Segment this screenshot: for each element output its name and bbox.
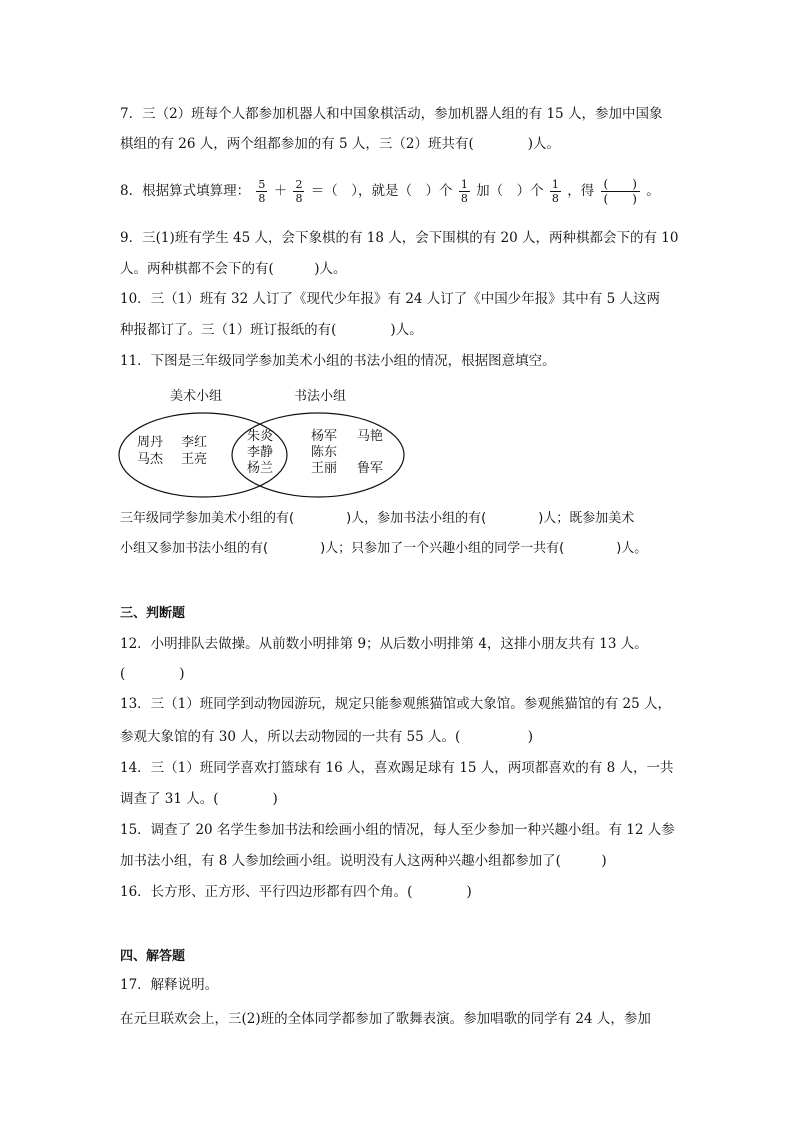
venn-name: 马杰 <box>137 452 164 467</box>
question-17-line-2: 在元旦联欢会上，三(2)班的全体同学都参加了歌舞表演。参加唱歌的同学有 24 人，参加 <box>120 1011 651 1027</box>
venn-name: 杨兰 <box>247 461 274 476</box>
question-10-line-1: 10．三（1）班有 32 人订了《现代少年报》有 24 人订了《中国少年报》其中有 5 人这两 <box>120 291 660 307</box>
fraction-answer-blank: ( ) ( ) <box>601 178 640 205</box>
venn-name: 王丽 <box>311 461 338 476</box>
venn-name: 陈东 <box>311 445 338 460</box>
question-13-line-2: 参观大象馆的有 30 人，所以去动物园的一共有 55 人。( ) <box>120 729 534 745</box>
venn-name: 李静 <box>247 445 274 460</box>
venn-diagram <box>118 380 408 505</box>
section-3-title: 三、判断题 <box>120 606 186 621</box>
question-16-line-1: 16．长方形、正方形、平行四边形都有四个角。( ) <box>120 884 472 900</box>
venn-name: 杨军 <box>311 429 338 444</box>
venn-name: 周丹 <box>137 435 164 450</box>
question-9-line-1: 9．三(1)班有学生 45 人，会下象棋的有 18 人，会下围棋的有 20 人，两种棋都会下的有 10 <box>120 230 679 246</box>
venn-name: 鲁军 <box>357 461 384 476</box>
plus-sign: ＋ <box>273 183 288 199</box>
question-8-text-2: 加（ ）个 <box>476 183 544 199</box>
question-11-line-1: 11．下图是三年级同学参加美术小组的书法小组的情况，根据图意填空。 <box>120 353 556 369</box>
question-11-answer-line-1: 三年级同学参加美术小组的有( )人，参加书法小组的有( )人；既参加美术 <box>120 511 635 526</box>
question-13-line-1: 13．三（1）班同学到动物园游玩，规定只能参观熊猫馆或大象馆。参观熊猫馆的有 25 人， <box>120 696 672 712</box>
question-8-text-3: ，得 <box>567 183 595 199</box>
question-9-line-2: 人。两种棋都不会下的有( )人。 <box>120 261 347 277</box>
question-10-line-2: 种报都订了。三（1）班订报纸的有( )人。 <box>120 322 423 338</box>
question-17-line-1: 17．解释说明。 <box>120 977 219 993</box>
fraction-1-8-a: $\frac{1}{8}$ <box>460 178 468 205</box>
question-8 <box>120 176 660 206</box>
fraction-1-8-b: $\frac{1}{8}$ <box>551 178 559 205</box>
question-12-line-2: ( ) <box>120 666 185 682</box>
calligraphy-group-label: 书法小组 <box>294 389 347 404</box>
question-15-line-1: 15．调查了 20 名学生参加书法和绘画小组的情况，每人至少参加一种兴趣小组。有 12 人参 <box>120 822 675 838</box>
question-14-line-1: 14．三（1）班同学喜欢打篮球有 16 人，喜欢踢足球有 15 人，两项都喜欢的有 8 人，一共 <box>120 760 674 776</box>
venn-name: 王亮 <box>181 452 208 467</box>
question-7-line-1: 7．三（2）班每个人都参加机器人和中国象棋活动，参加机器人组的有 15 人，参加中国象 <box>120 106 663 122</box>
question-11-answer-line-2: 小组又参加书法小组的有( )人；只参加了一个兴趣小组的同学一共有( )人。 <box>120 541 648 556</box>
question-8-text-1: ＝（ ），就是（ ）个 <box>310 183 453 199</box>
question-15-line-2: 加书法小组，有 8 人参加绘画小组。说明没有人这两种兴趣小组都参加了( ) <box>120 853 607 869</box>
question-12-line-1: 12．小明排队去做操。从前数小明排第 9；从后数小明排第 4，这排小朋友共有 13 人。 <box>120 636 648 652</box>
section-4-title: 四、解答题 <box>120 949 186 964</box>
fraction-5-8: $\frac{5}{8}$ <box>258 178 266 205</box>
venn-name: 马艳 <box>357 429 384 444</box>
question-8-end: 。 <box>646 183 660 199</box>
question-7-line-2: 棋组的有 26 人，两个组都参加的有 5 人，三（2）班共有( )人。 <box>120 136 561 152</box>
question-8-prefix: 8．根据算式填算理： <box>120 183 251 199</box>
venn-name: 朱炎 <box>247 429 274 444</box>
venn-name: 李红 <box>181 435 208 450</box>
question-14-line-2: 调查了 31 人。( ) <box>120 791 278 807</box>
art-group-label: 美术小组 <box>170 389 223 404</box>
fraction-2-8: $\frac{2}{8}$ <box>295 178 303 205</box>
